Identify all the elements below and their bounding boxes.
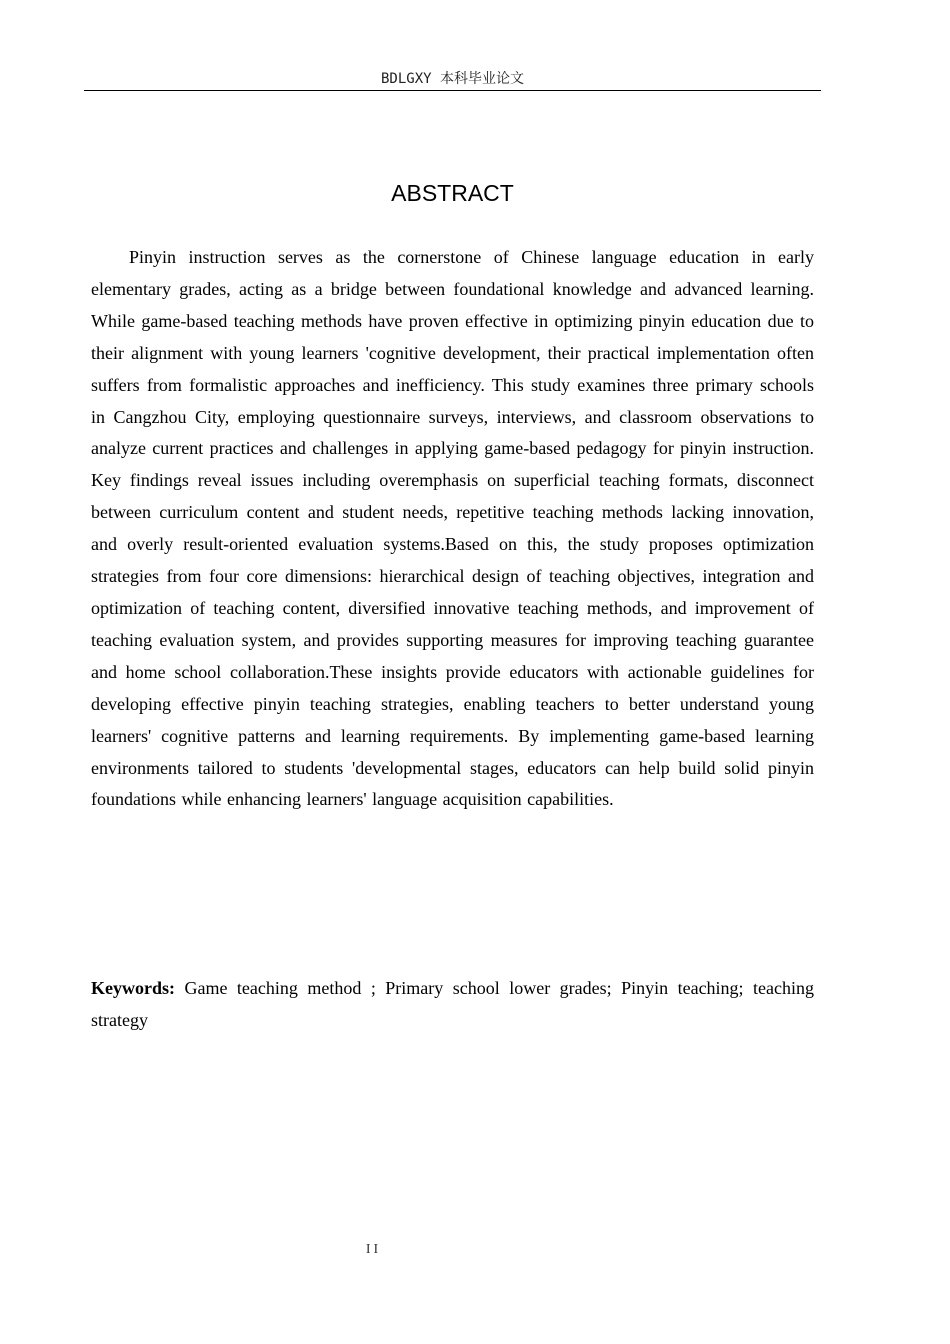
keywords-text: Game teaching method ; Primary school lower grades; Pinyin teaching; teaching strategy — [91, 978, 814, 1030]
abstract-paragraph: Pinyin instruction serves as the cornerstone of Chinese language education in early elementary grades, acting as a bridge between foundational knowledge and advanced learning. While game-based teaching methods have proven effective in optimizing pinyin education due to their alignment with young learners 'cognitive development, their practical implementation often suffers from formalistic approaches and inefficiency. This study examines three primary schools in Cangzhou City, employing questionnaire surveys, interviews, and classroom observations to analyze current practices and challenges in applying game-based pedagogy for pinyin instruction. Key findings reveal issues including overemphasis on superficial teaching formats, disconnect between curriculum content and student needs, repetitive teaching methods lacking innovation, and overly result-oriented evaluation systems.Based on this, the study proposes optimization strategies from four core dimensions: hierarchical design of teaching objectives, integration and optimization of teaching content, diversified innovative teaching methods, and improvement of teaching evaluation system, and provides supporting measures for improving teaching guarantee and home school collaboration.These insights provide educators with actionable guidelines for developing effective pinyin teaching strategies, enabling teachers to better understand young learners' cognitive patterns and learning requirements. By implementing game-based learning environments tailored to students 'developmental stages, educators can help build solid pinyin foundations while enhancing learners' language acquisition capabilities. — [91, 247, 814, 810]
page-number: II — [365, 1242, 382, 1257]
header-text: BDLGXY 本科毕业论文 — [380, 71, 524, 87]
keywords-label: Keywords: — [91, 978, 175, 998]
abstract-title: ABSTRACT — [391, 180, 514, 206]
page-header — [84, 68, 821, 91]
keywords-paragraph — [91, 973, 814, 1036]
